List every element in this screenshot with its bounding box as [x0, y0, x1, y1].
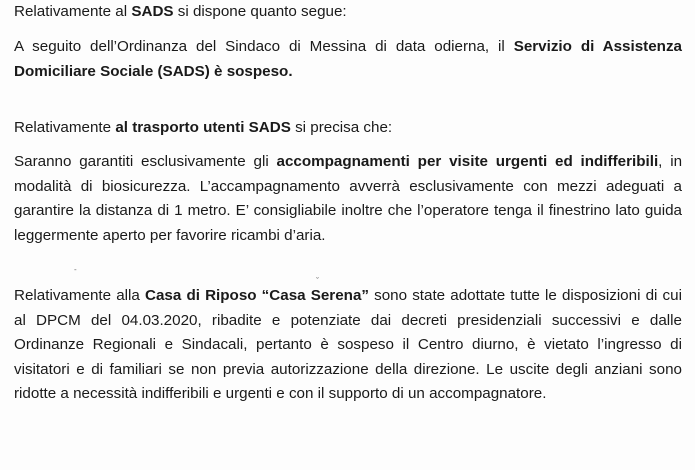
- paragraph-sads-suspension: [14, 35, 682, 84]
- p4-bold-accompaniments: accompagnamenti per visite urgenti ed indifferibili: [276, 153, 659, 170]
- p1-text-2: si dispone quanto segue:: [173, 3, 347, 20]
- p5-bold-casa-serena: Casa di Riposo “Casa Serena”: [145, 287, 369, 304]
- p5-text-2: sono state adottate tutte le disposizioni di cui al DPCM del 04.03.2020, ribadite e potenziate dai decreti presidenziali successivi e dalle Ordinanze Regionali e Sindacali, pertanto è sospeso il Centro diurno, è vietato l’ingresso di visitatori e di familiari se non previa autorizzazione della direzione. Le uscite degli anziani sono ridotte a necessità indifferibili e urgenti e con il supporto di un accompagnatore.: [14, 287, 682, 402]
- paragraph-transport-intro: [14, 116, 682, 141]
- p2-text-1: A seguito dell’Ordinanza del Sindaco di Messina di data odierna, il: [14, 38, 514, 55]
- paragraph-sads-intro: [14, 0, 682, 25]
- p3-bold-transport: al trasporto utenti SADS: [115, 119, 291, 136]
- p4-text-2: , in modalità di biosicurezza. L’accampagnamento avverrà esclusivamente con mezzi adeguati a garantire la distanza di 1 metro. E’ consigliabile inoltre che l’operatore tenga il finestrino lato guida leggermente aperto per favorire ricambi d’aria.: [14, 153, 683, 244]
- paragraph-casa-serena: [14, 284, 682, 407]
- p4-text-1: Saranno garantiti esclusivamente gli: [14, 153, 277, 170]
- p3-text-1: Relativamente: [14, 119, 116, 136]
- paragraph-transport-details: [14, 150, 682, 248]
- p1-bold-sads: SADS: [131, 3, 174, 20]
- p2-bold-service: Servizio di Assistenza Domiciliare Sociale (SADS) è sospeso.: [14, 38, 682, 80]
- p1-text-1: Relativamente al: [14, 3, 132, 20]
- p5-text-1: Relativamente alla: [14, 287, 145, 304]
- scan-speck: ˇ: [316, 276, 319, 286]
- p3-text-2: si precisa che:: [290, 119, 393, 136]
- scan-speck-small: -: [74, 265, 77, 274]
